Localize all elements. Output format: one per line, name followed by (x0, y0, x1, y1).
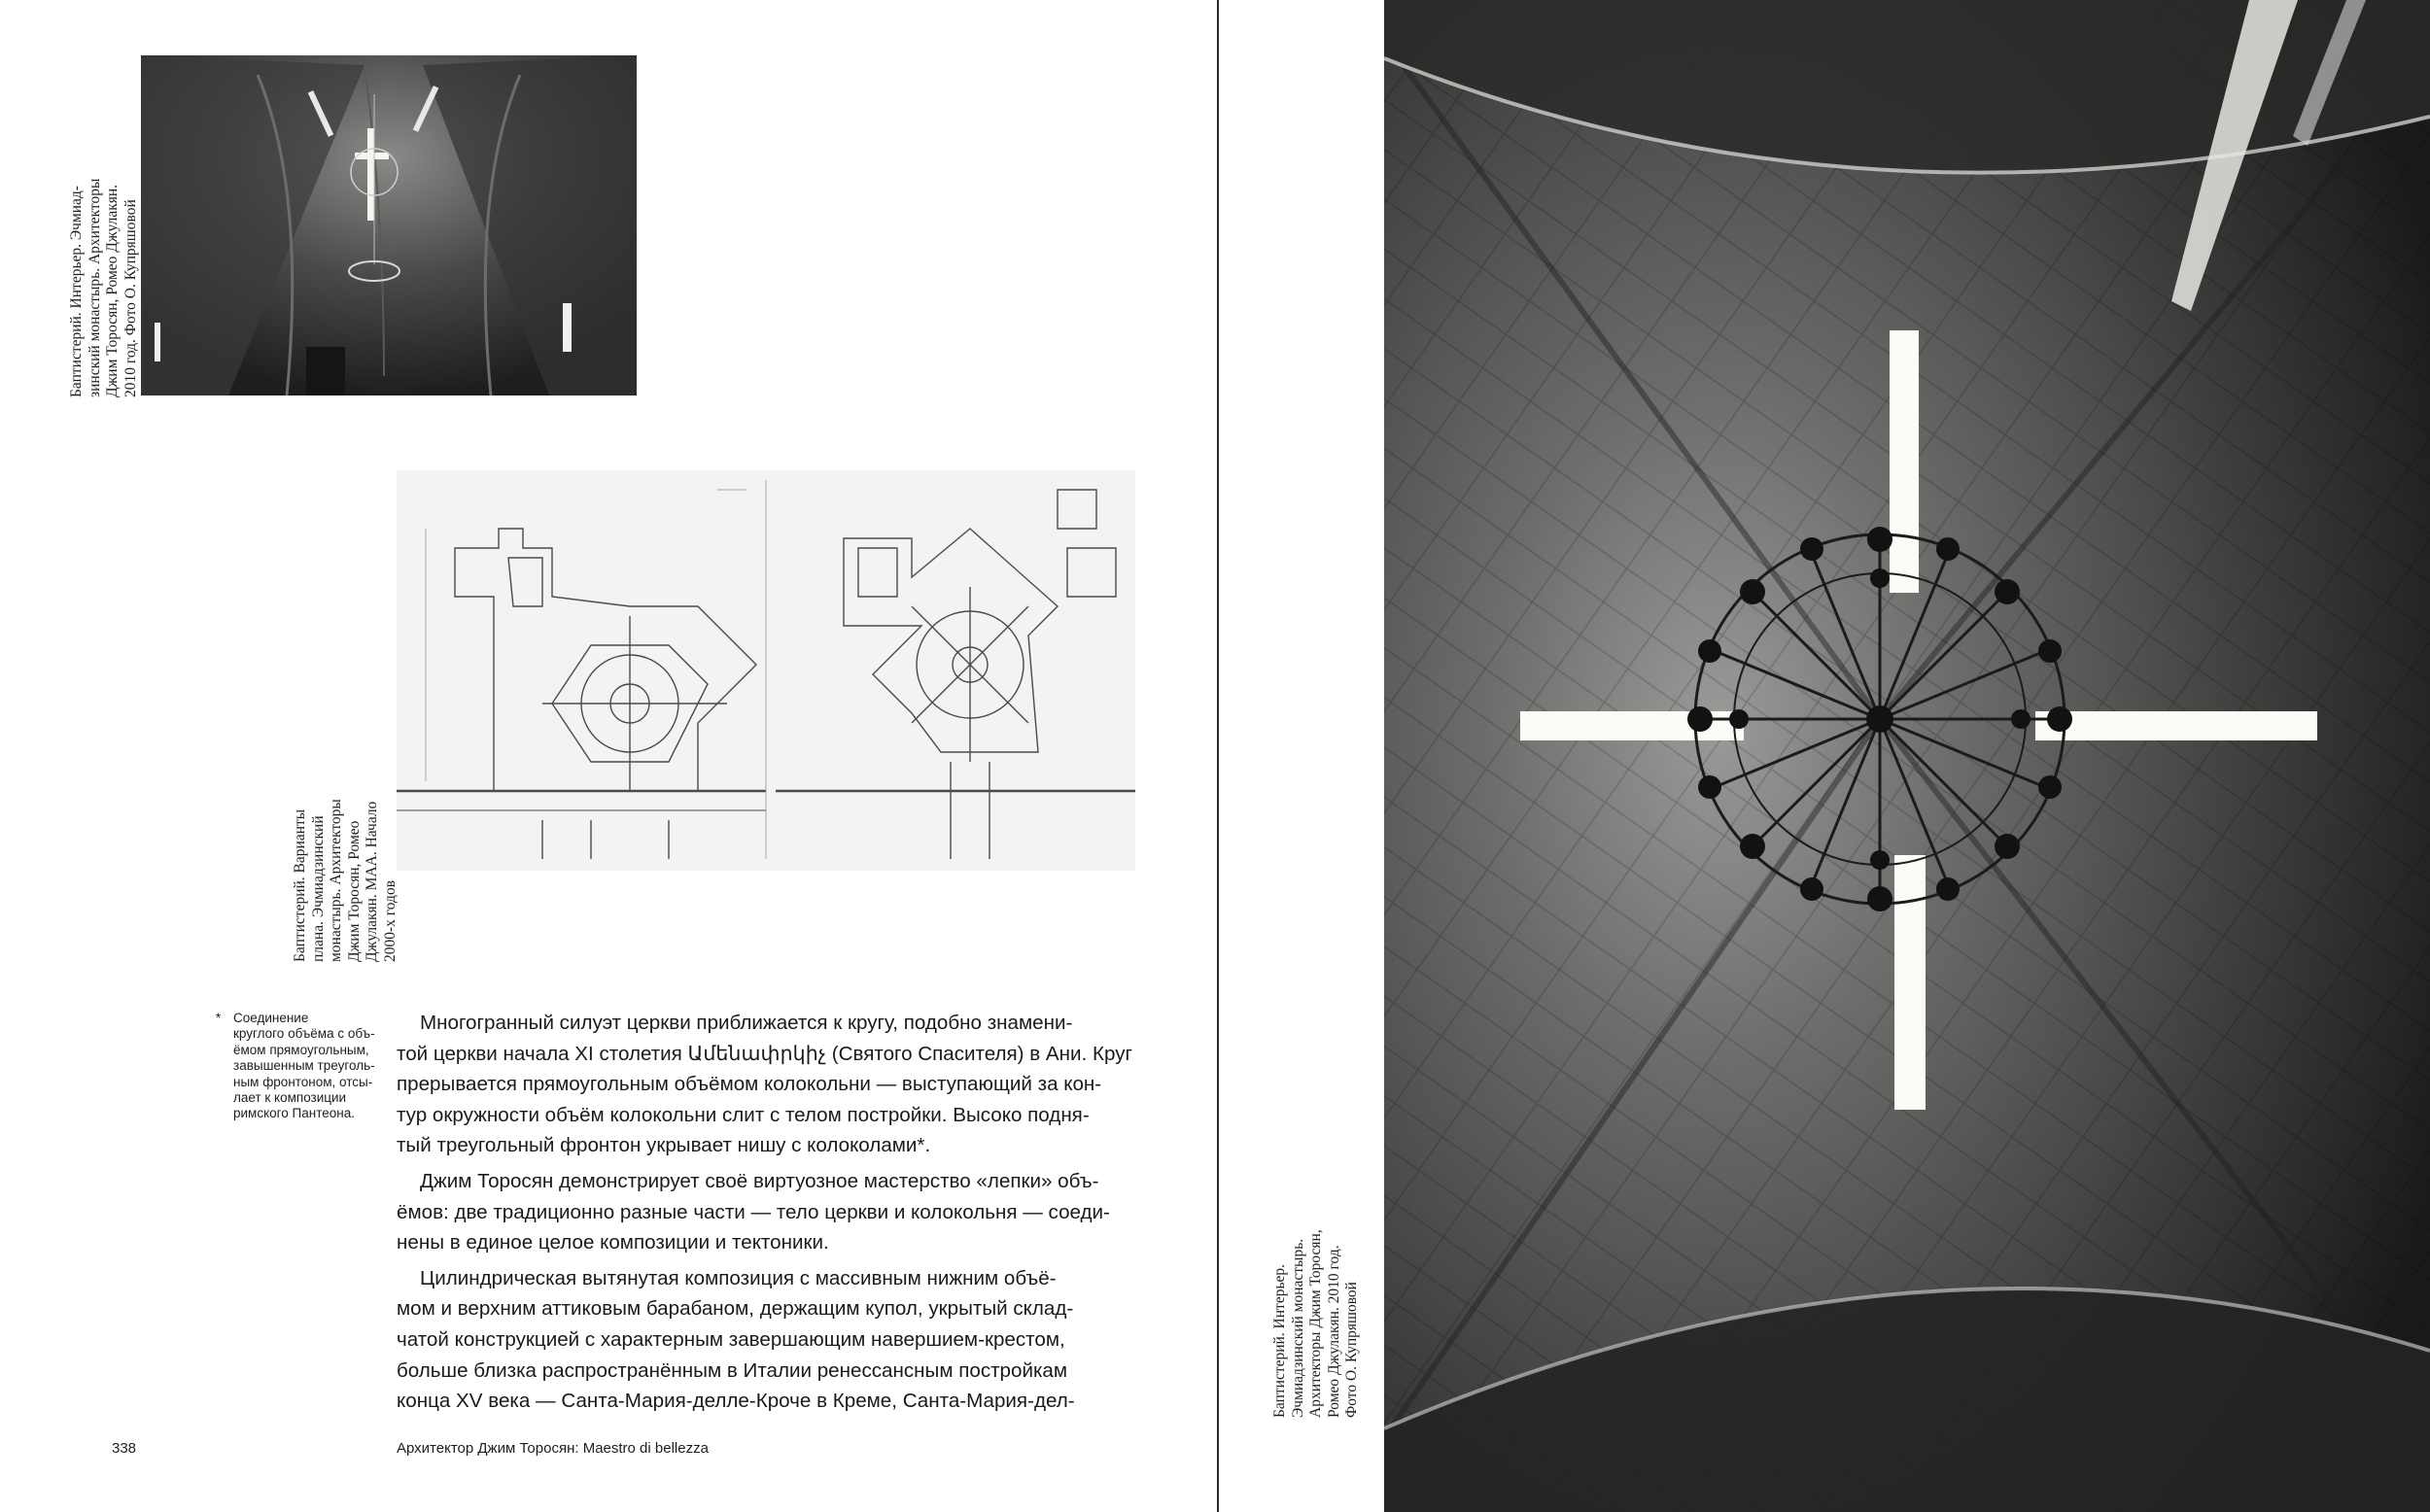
text-line: тый треугольный фронтон укрывает нишу с колоколами*. (397, 1134, 931, 1157)
footnote (216, 1011, 379, 1122)
text-line: конца XV века — Санта-Мария-делле-Кроче в Креме, Санта-Мария-дел- (397, 1390, 1075, 1413)
caption-line: Эчмиадзинский монастырь. (1289, 1238, 1306, 1418)
paragraph (397, 1166, 1135, 1258)
caption-line: зинский монастырь. Архитекторы (86, 178, 103, 397)
footnote-marker: * (216, 1011, 222, 1025)
body-text (397, 1008, 1135, 1422)
photo2-caption (1271, 1229, 1362, 1418)
text-line: тур окружности объём колокольни слит с телом постройки. Высоко подня- (397, 1103, 1090, 1126)
footnote-line: ным фронтоном, отсы- (233, 1074, 373, 1089)
caption-line: Джим Торосян, Ромео Джулакян. (104, 184, 121, 397)
text-line: больше близка распространённым в Италии ренессансным постройкам (397, 1358, 1068, 1382)
text-line: Многогранный силуэт церкви приближается к кругу, подобно знамени- (420, 1012, 1073, 1034)
caption-line: 2010 год. Фото О. Купряшовой (122, 199, 139, 397)
running-title: Архитектор Джим Торосян: Maestro di bellezza (397, 1440, 709, 1457)
paragraph (397, 1263, 1135, 1417)
page-gutter (1217, 0, 1219, 1512)
text-line: ёмов: две традиционно разные части — тело церкви и колокольня — соеди- (397, 1200, 1110, 1223)
footnote-line: Соединение (233, 1011, 309, 1025)
caption-line: Фото О. Купряшовой (1343, 1282, 1360, 1418)
caption-line: монастырь. Архитекторы (328, 799, 344, 962)
paragraph (397, 1008, 1135, 1161)
footnote-line: римского Пантеона. (233, 1106, 355, 1121)
caption-line: Баптистерий. Интерьер. Эчмиад- (68, 186, 85, 397)
text-line: чатой конструкцией с характерным завершающим навершием-крестом, (397, 1327, 1065, 1351)
text-line: нены в единое целое композиции и тектоники. (397, 1231, 829, 1254)
caption-line: Ромео Джулакян. 2010 год. (1325, 1245, 1342, 1418)
caption-line: Джулакян. МАА. Начало (364, 801, 380, 962)
page-number: 338 (112, 1440, 137, 1457)
caption-line: Баптистерий. Интерьер. (1271, 1263, 1288, 1418)
text-line: той церкви начала XI столетия Ամենափրկիչ (Святого Спасителя) в Ани. Круг (397, 1042, 1133, 1065)
text-line: Цилиндрическая вытянутая композиция с массивным нижним объё- (420, 1266, 1057, 1289)
caption-line: 2000-х годов (381, 879, 399, 962)
footnote-line: круглого объёма с объ- (233, 1026, 375, 1042)
caption-line: Архитекторы Джим Торосян, (1307, 1229, 1324, 1418)
footnote-line: лает к композиции (233, 1090, 347, 1106)
caption-line: Джим Торосян, Ромео (345, 820, 363, 962)
caption-line: плана. Эчмиадзинский (309, 815, 327, 962)
text-line: мом и верхним аттиковым барабаном, держащим купол, укрытый склад- (397, 1297, 1074, 1321)
baptistery-interior-photo (141, 55, 637, 395)
text-line: Джим Торосян демонстрирует своё виртуозное мастерство «лепки» объ- (420, 1169, 1099, 1192)
dome-interior-photo (1384, 0, 2430, 1512)
plan-caption (292, 799, 399, 962)
footnote-line: ёмом прямоугольным, (233, 1042, 369, 1057)
floor-plan-sketch (397, 470, 1135, 871)
caption-line: Баптистерий. Варианты (292, 808, 308, 962)
photo1-caption (68, 179, 140, 397)
text-line: прерывается прямоугольным объёмом колокольни — выступающий за кон- (397, 1073, 1102, 1096)
footnote-line: завышенным треуголь- (233, 1058, 375, 1074)
